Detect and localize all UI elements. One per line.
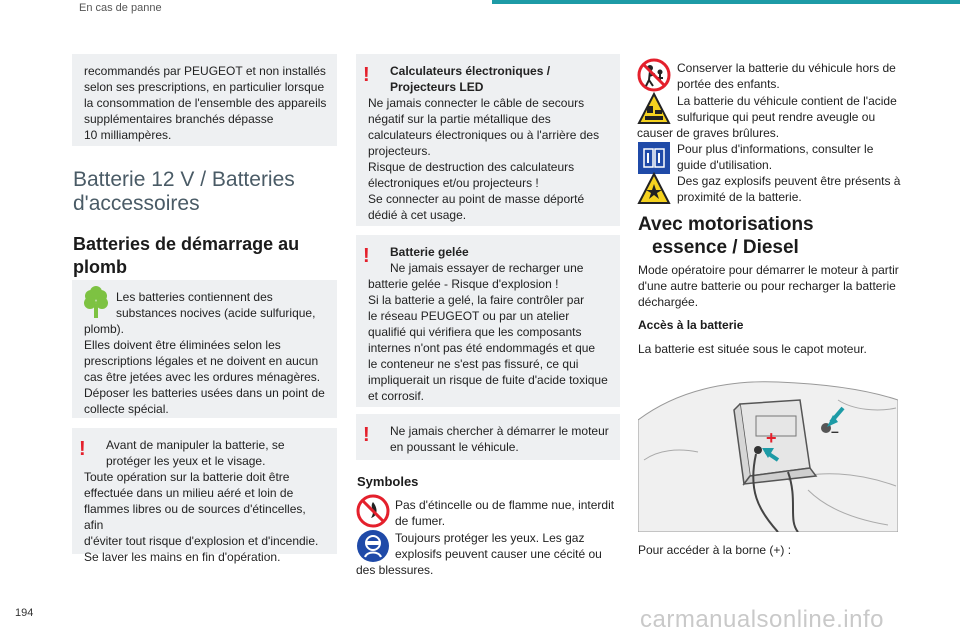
sym-line: proximité de la batterie.	[677, 190, 802, 204]
env-line: Elles doivent être éliminées selon les	[84, 338, 281, 352]
warn-line: Ne jamais essayer de recharger une	[390, 261, 584, 275]
heading-line: Avec motorisations	[638, 214, 814, 235]
sym-line: explosifs peuvent causer une cécité ou	[395, 547, 602, 561]
running-header-title: En cas de panne	[79, 2, 162, 14]
sym-line: sulfurique qui peut rendre aveugle ou	[677, 110, 876, 124]
para-line: Mode opératoire pour démarrer le moteur à partir	[638, 263, 899, 277]
environment-tree-icon	[82, 286, 110, 324]
subsection-heading-lead-battery	[73, 233, 299, 279]
warn-line: impliquerait un risque de fuite d'acide toxique	[368, 373, 608, 387]
warn-line: en poussant le véhicule.	[390, 440, 519, 454]
warning-icon: !	[363, 64, 370, 86]
warn-line: Se connecter au point de masse déporté	[368, 192, 585, 206]
warn-line: d'éviter tout risque d'explosion et d'incendie.	[84, 534, 319, 548]
intro-line: selon ses prescriptions, en particulier lorsque	[84, 80, 325, 94]
sym-line: Toujours protéger les yeux. Les gaz	[395, 531, 585, 545]
warn-title: Calculateurs électroniques /	[390, 64, 551, 78]
warn-line: projecteurs.	[368, 144, 431, 158]
env-line: substances nocives (acide sulfurique,	[116, 306, 316, 320]
env-line: plomb).	[84, 322, 125, 336]
warn-line: le réseau PEUGEOT ou par un atelier	[368, 309, 570, 323]
warn-line: et corrosif.	[368, 389, 425, 403]
warn-line: effectuée dans un milieu aéré et loin de	[84, 486, 294, 500]
heading-line: essence / Diesel	[652, 237, 799, 258]
warn-line: négatif sur la partie métallique des	[368, 112, 551, 126]
env-line: prescriptions légales et ne doivent en aucun	[84, 354, 319, 368]
symbol-text-eye-protection	[395, 530, 625, 562]
explosion-warning-icon	[637, 172, 671, 206]
minus-terminal-label: –	[831, 423, 839, 439]
warn-line: Si la batterie a gelé, la faire contrôler par	[368, 293, 585, 307]
env-line: collecte spécial.	[84, 402, 169, 416]
page-number: 194	[15, 607, 34, 619]
heading-line: d'accessoires	[73, 192, 200, 215]
symbols-heading: Symboles	[357, 474, 419, 489]
symbol-text-acid-cont: causer de graves brûlures.	[637, 126, 780, 140]
warn-line: dédié à cet usage.	[368, 208, 467, 222]
plus-terminal-label: +	[766, 428, 777, 448]
section-heading-engines	[638, 213, 814, 259]
ecu-warning-box	[356, 54, 620, 226]
heading-line: Batteries de démarrage au	[73, 234, 300, 254]
warn-line: protéger les yeux et le visage.	[106, 454, 266, 468]
sym-line: Conserver la batterie du véhicule hors de	[677, 61, 896, 75]
intro-line: supplémentaires branchés dépasse	[84, 112, 274, 126]
warn-line: flammes libres ou de sources d'étincelles, afin	[84, 502, 306, 532]
final-instruction: Pour accéder à la borne (+) :	[638, 543, 792, 557]
warn-title: Batterie gelée	[390, 245, 469, 259]
warn-line: batterie gelée - Risque d'explosion !	[368, 277, 559, 291]
sym-line: La batterie du véhicule contient de l'acide	[677, 94, 897, 108]
push-start-warning-box	[356, 414, 620, 460]
symbol-text-no-flame	[395, 497, 625, 529]
no-flame-icon	[356, 494, 390, 528]
symbol-text-manual	[677, 141, 912, 173]
sym-line: Pour plus d'informations, consulter le	[677, 142, 874, 156]
environment-note-box	[72, 280, 337, 418]
watermark: carmanualsonline.info	[640, 606, 884, 633]
env-line: Les batteries contiennent des	[116, 290, 273, 304]
warn-line: Avant de manipuler la batterie, se	[106, 438, 285, 452]
access-heading: Accès à la batterie	[638, 318, 744, 332]
keep-away-children-icon	[637, 58, 671, 92]
symbol-text-explosion	[677, 173, 912, 205]
access-text: La batterie est située sous le capot moteur.	[638, 342, 867, 356]
sym-line: Pas d'étincelle ou de flamme nue, interdit	[395, 498, 615, 512]
symbol-text-eye-protection-cont: des blessures.	[356, 563, 434, 577]
env-line: cas être jetées avec les ordures ménagères.	[84, 370, 321, 384]
warning-icon: !	[363, 245, 370, 267]
warning-icon: !	[79, 438, 86, 460]
warn-line: Se laver les mains en fin d'opération.	[84, 550, 281, 564]
handling-warning-box	[72, 428, 337, 564]
warn-title: Projecteurs LED	[390, 80, 484, 94]
warn-line: Risque de destruction des calculateurs	[368, 160, 575, 174]
heading-line: Batterie 12 V / Batteries	[73, 168, 295, 191]
warn-line: électroniques et/ou projecteurs !	[368, 176, 539, 190]
procedure-intro	[638, 262, 908, 310]
warn-line: le conteneur ne s'est pas fissuré, ce qui	[368, 357, 579, 371]
warning-icon: !	[363, 424, 370, 446]
warn-line: Ne jamais chercher à démarrer le moteur	[390, 424, 609, 438]
sym-line: Des gaz explosifs peuvent être présents à	[677, 174, 901, 188]
sym-line: guide d'utilisation.	[677, 158, 773, 172]
warn-line: internes n'ont pas été endommagés et que	[368, 341, 596, 355]
manual-icon	[637, 141, 671, 175]
header-accent-bar	[492, 0, 960, 4]
acid-warning-icon	[637, 92, 671, 126]
warn-line: Toute opération sur la batterie doit être	[84, 470, 290, 484]
intro-line: recommandés par PEUGEOT et non installés	[84, 64, 326, 78]
heading-line: plomb	[73, 257, 127, 277]
sym-line: portée des enfants.	[677, 77, 780, 91]
intro-note-box	[72, 54, 337, 146]
para-line: déchargée.	[638, 295, 699, 309]
frozen-battery-warning-box	[356, 235, 620, 407]
battery-engine-photo	[638, 360, 898, 532]
symbol-text-children	[677, 60, 912, 92]
env-line: Déposer les batteries usées dans un point de	[84, 386, 325, 400]
warn-line: calculateurs électroniques ou à l'arrière des	[368, 128, 600, 142]
eye-protection-icon	[356, 529, 390, 563]
warn-line: Ne jamais connecter le câble de secours	[368, 96, 585, 110]
section-heading-battery	[73, 168, 295, 216]
intro-line: la consommation de l'ensemble des appareils	[84, 96, 327, 110]
para-line: d'une autre batterie ou pour recharger la batterie	[638, 279, 896, 293]
sym-line: de fumer.	[395, 514, 446, 528]
symbol-text-acid	[677, 93, 912, 125]
intro-line: 10 milliampères.	[84, 128, 172, 142]
warn-line: qualifié qui vérifiera que les composants	[368, 325, 582, 339]
